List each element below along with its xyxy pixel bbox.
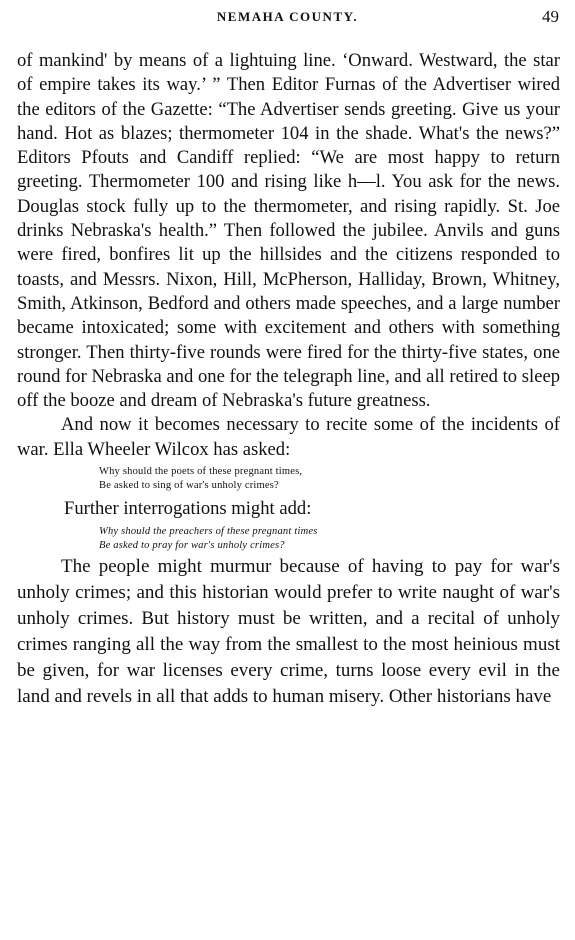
verse-quote-poets (17, 465, 560, 493)
paragraph-war-intro: And now it becomes necessary to recite some of the incidents of war. Ella Wheeler Wilcox has asked: (17, 414, 560, 460)
paragraph-interrogations: Further interrogations might add: (64, 498, 312, 520)
paragraph-history: The people might murmur because of having to pay for war's unholy crimes; and this historian would prefer to write naught of war's unholy crimes. But history must be written, and a recital of unholy crimes ranging all the way from the smallest to the most heinious must be given, for war licenses every crime, turns loose every evil in the land and revels in all that adds to human misery. Other historians have (17, 556, 560, 708)
verse-line: Why should the preachers of these pregnant times (99, 526, 318, 538)
page-number: 49 (542, 7, 559, 26)
running-head (0, 9, 575, 27)
verse-line: Be asked to sing of war's unholy crimes? (99, 480, 279, 492)
verse-quote-preachers (17, 525, 560, 553)
paragraph-jubilee: of mankind' by means of a lightuing line. ‘Onward. Westward, the star of empire takes its way.’ ” Then Editor Furnas of the Advertiser wired the editors of the Gazette: “The Advertiser sends greeting. Give us your hand. Hot as blazes; thermometer 104 in the shade. What's the news?” Editors Pfouts and Candiff replied: “We are most happy to return greeting. Thermometer 100 and rising like h—l. You ask for the news. Douglas stock fully up to the thermometer, and rising rapidly. St. Joe drinks Nebraska's health.” Then followed the jubilee. Anvils and guns were fired, bonfires lit up the hillsides and the citizens responded to toasts, and Messrs. Nixon, Hill, McPherson, Halliday, Brown, Whitney, Smith, Atkinson, Bedford and others made speeches, and a large number became intoxicated; some with excitement and others with something stronger. Then thirty-five rounds were fired for the thirty-five states, one round for Nebraska and one for the telegraph line, and all retired to sleep off the booze and dream of Nebraska's future greatness. (17, 50, 560, 412)
running-title: NEMAHA COUNTY. (216, 9, 359, 24)
verse-line: Why should the poets of these pregnant times, (99, 466, 303, 478)
body-text (17, 49, 560, 710)
verse-line: Be asked to pray for war's unholy crimes? (99, 540, 285, 552)
